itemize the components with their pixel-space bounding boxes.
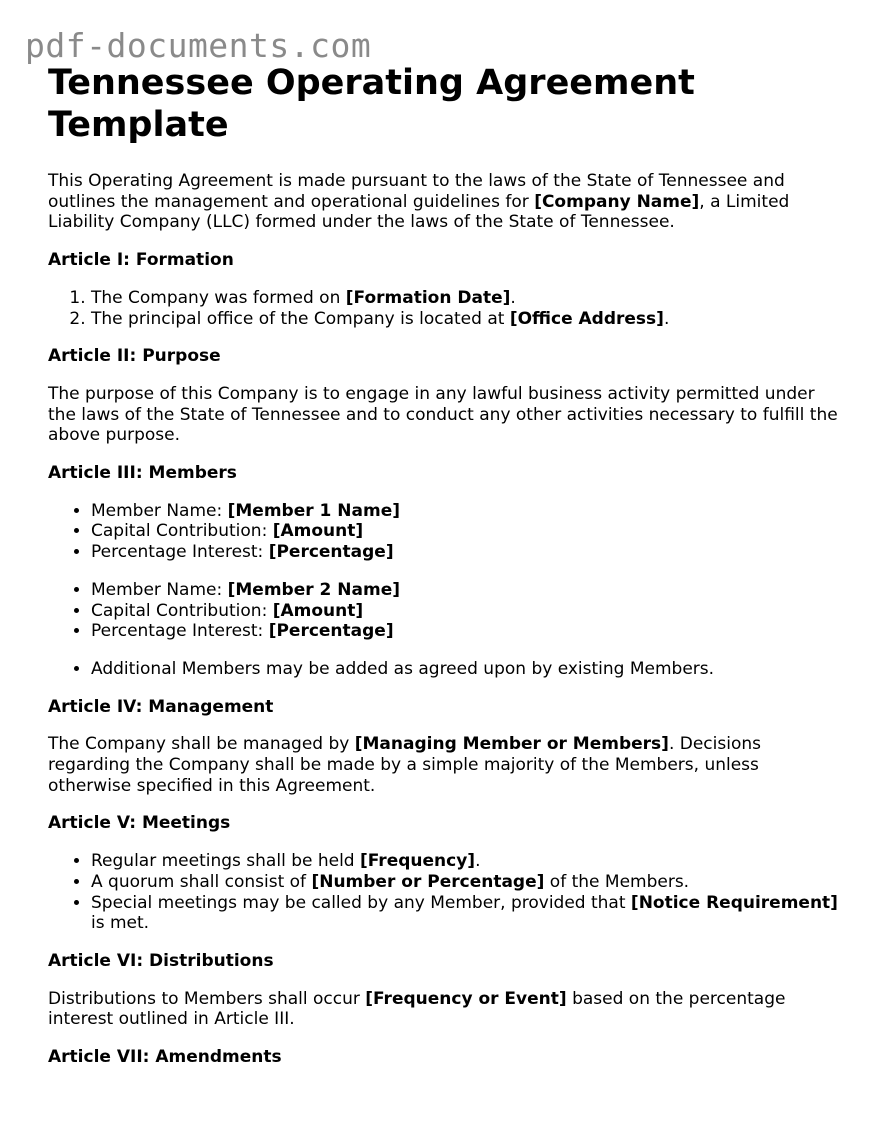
item-label: Percentage Interest:: [91, 621, 269, 642]
formation-list: [48, 288, 838, 329]
member-1-list: [48, 501, 838, 563]
management-paragraph: [48, 734, 838, 796]
office-address-placeholder: [Office Address]: [509, 308, 664, 329]
item-text: The Company was formed on: [91, 287, 346, 308]
paragraph-text: based on the percentage interest outlined in Article III.: [48, 988, 786, 1030]
intro-paragraph: [48, 171, 838, 233]
article-7-heading: Article VII: Amendments: [48, 1047, 282, 1068]
member-2-list: [48, 580, 838, 642]
list-item: [91, 501, 838, 522]
item-text: The principal office of the Company is located at: [91, 308, 510, 329]
article-3-heading: Article III: Members: [48, 463, 237, 484]
item-label: Percentage Interest:: [91, 542, 269, 563]
quorum-placeholder: [Number or Percentage]: [311, 871, 545, 892]
percentage-placeholder: [Percentage]: [268, 621, 394, 642]
item-text: .: [510, 287, 516, 308]
watermark: pdf-documents.com: [25, 26, 372, 65]
item-text: .: [663, 308, 670, 329]
intro-text-post: , a Limited Liability Company (LLC) formed under the laws of the State of Tennessee.: [48, 191, 790, 233]
list-item: [91, 621, 838, 642]
paragraph-text: . Decisions regarding the Company shall be made by a simple majority of the Members, unless otherwise specified in this Agreement.: [48, 734, 761, 796]
item-label: Capital Contribution:: [91, 600, 273, 621]
list-item: [91, 288, 838, 309]
distributions-paragraph: [48, 989, 838, 1030]
item-text: Regular meetings shall be held: [91, 851, 361, 872]
percentage-placeholder: [Percentage]: [268, 542, 394, 563]
member-1-name-placeholder: [Member 1 Name]: [227, 500, 401, 521]
company-name-placeholder: [Company Name]: [534, 191, 700, 212]
meetings-list: [48, 851, 838, 934]
frequency-placeholder: [Frequency]: [360, 851, 476, 872]
list-item: [91, 521, 838, 542]
article-2-heading: Article II: Purpose: [48, 346, 221, 367]
item-text: A quorum shall consist of: [91, 871, 312, 892]
item-label: Capital Contribution:: [91, 521, 273, 542]
item-text: is met.: [91, 913, 150, 934]
paragraph-text: The Company shall be managed by: [48, 734, 355, 755]
intro-text-pre: This Operating Agreement is made pursuant to the laws of the State of Tennessee and outlines the management and operational guidelines for: [48, 171, 785, 212]
list-item: [91, 542, 838, 563]
list-item: [91, 580, 838, 601]
list-item: • Additional Members may be added as agreed upon by existing Members.: [91, 659, 838, 680]
additional-members-list: [48, 659, 838, 680]
document-body: [48, 62, 838, 1068]
list-item: [91, 893, 838, 934]
amount-placeholder: [Amount]: [272, 600, 364, 621]
page-title: Tennessee Operating Agreement Template: [48, 63, 695, 145]
paragraph-text: Distributions to Members shall occur: [48, 988, 366, 1009]
notice-requirement-placeholder: [Notice Requirement]: [630, 892, 838, 913]
item-label: Member Name:: [91, 579, 228, 600]
list-item: [91, 851, 838, 872]
managing-member-placeholder: [Managing Member or Members]: [354, 734, 669, 755]
amount-placeholder: [Amount]: [272, 521, 364, 542]
article-5-heading: Article V: Meetings: [48, 813, 231, 834]
purpose-paragraph: The purpose of this Company is to engage in any lawful business activity permitted under the laws of the State of Tennessee and to conduct any other activities necessary to fulfill the above purpose.: [48, 383, 838, 446]
item-text: of the Members.: [544, 871, 690, 892]
item-text: Special meetings may be called by any Member, provided that: [91, 892, 631, 913]
article-1-heading: Article I: Formation: [48, 250, 234, 271]
item-text: .: [475, 851, 481, 872]
list-item: [91, 601, 838, 622]
item-label: Member Name:: [91, 500, 228, 521]
list-item: [91, 309, 838, 330]
frequency-or-event-placeholder: [Frequency or Event]: [365, 988, 567, 1009]
member-2-name-placeholder: [Member 2 Name]: [227, 579, 401, 600]
formation-date-placeholder: [Formation Date]: [345, 287, 511, 308]
list-item: [91, 872, 838, 893]
article-6-heading: Article VI: Distributions: [48, 950, 274, 971]
article-4-heading: Article IV: Management: [48, 696, 274, 717]
